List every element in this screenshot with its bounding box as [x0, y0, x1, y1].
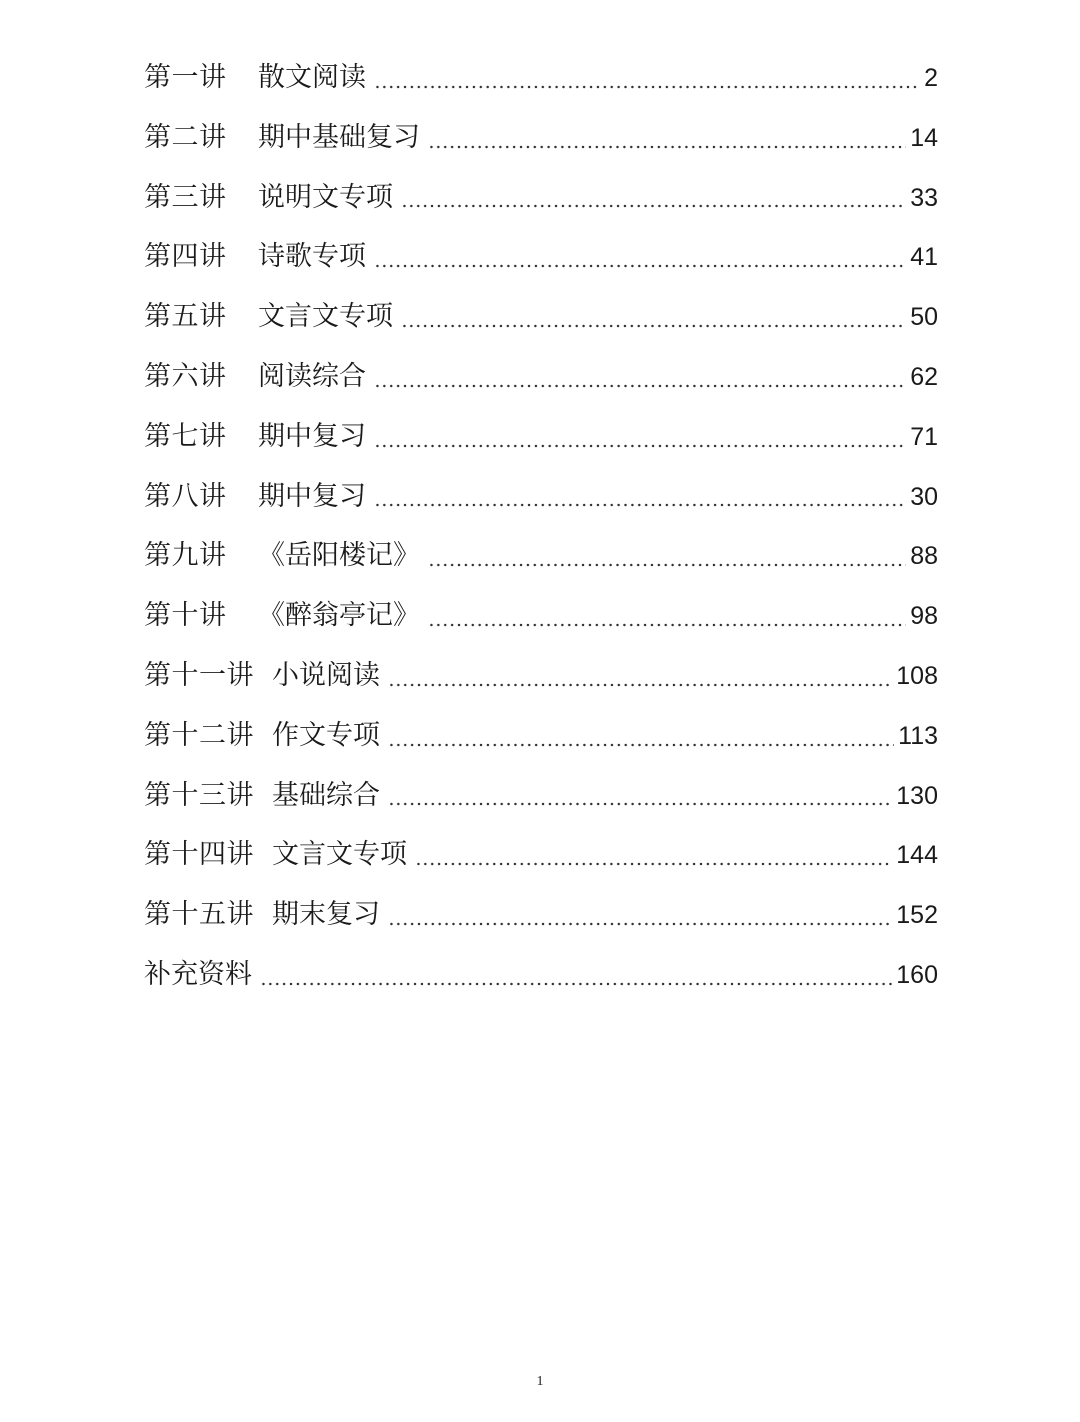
- dot-leader: [401, 324, 906, 328]
- page-number: 50: [910, 303, 938, 332]
- lecture-number: 第三讲: [144, 181, 227, 213]
- dot-leader: [388, 683, 892, 687]
- lecture-number: 第十二讲: [144, 719, 254, 751]
- page-number: 62: [910, 362, 938, 391]
- page-number: 71: [910, 422, 938, 451]
- toc-entry[interactable]: [144, 766, 938, 826]
- lecture-number: 第七讲: [144, 420, 227, 452]
- lecture-number: 第十讲: [144, 600, 227, 632]
- dot-leader: [388, 922, 892, 926]
- dot-leader: [428, 563, 906, 567]
- lecture-title: 期中复习: [258, 420, 366, 452]
- page-number: 14: [910, 123, 938, 152]
- toc-entry[interactable]: [144, 407, 938, 467]
- lecture-title: 《醉翁亭记》: [258, 600, 420, 632]
- lecture-title: 期中复习: [258, 480, 366, 512]
- toc-entry[interactable]: [144, 48, 938, 108]
- page-number: 152: [896, 901, 938, 930]
- page-number: 144: [896, 841, 938, 870]
- lecture-number: 第二讲: [144, 121, 227, 153]
- page-number: 108: [896, 661, 938, 690]
- lecture-number: 第十一讲: [144, 659, 254, 691]
- toc-entry[interactable]: [144, 467, 938, 527]
- toc-entry[interactable]: [144, 885, 938, 945]
- page-number: 113: [898, 721, 938, 750]
- lecture-number: 第一讲: [144, 62, 227, 93]
- lecture-title: 文言文专项: [258, 301, 393, 333]
- lecture-title: 基础综合: [272, 779, 380, 811]
- dot-leader: [374, 264, 906, 268]
- toc-entry[interactable]: [144, 526, 938, 586]
- lecture-title: 文言文专项: [272, 839, 407, 871]
- dot-leader: [388, 802, 892, 806]
- lecture-title: 散文阅读: [258, 62, 366, 93]
- dot-leader: [374, 384, 906, 388]
- lecture-title: 期中基础复习: [258, 121, 420, 153]
- toc-entry[interactable]: [144, 347, 938, 407]
- toc-entry[interactable]: [144, 168, 938, 228]
- table-of-contents: [144, 48, 938, 1005]
- toc-entry[interactable]: [144, 646, 938, 706]
- page-number: 88: [910, 542, 938, 571]
- dot-leader: [374, 85, 920, 89]
- lecture-title: 阅读综合: [258, 360, 366, 392]
- page-number: 98: [910, 602, 938, 631]
- dot-leader: [388, 743, 894, 747]
- page-number: 2: [924, 64, 938, 92]
- footer-page-number: 1: [536, 1374, 544, 1389]
- toc-entry[interactable]: [144, 945, 938, 1005]
- lecture-number: 第十三讲: [144, 779, 254, 811]
- lecture-title: 补充资料: [144, 958, 252, 990]
- lecture-number: 第六讲: [144, 360, 227, 392]
- lecture-number: 第九讲: [144, 540, 227, 572]
- dot-leader: [260, 982, 892, 986]
- lecture-title: 期末复习: [272, 899, 380, 931]
- lecture-number: 第八讲: [144, 480, 227, 512]
- dot-leader: [428, 145, 906, 149]
- lecture-title: 诗歌专项: [258, 241, 366, 273]
- toc-entry[interactable]: [144, 586, 938, 646]
- toc-entry[interactable]: [144, 108, 938, 168]
- lecture-title: 《岳阳楼记》: [258, 540, 420, 572]
- toc-entry[interactable]: [144, 825, 938, 885]
- dot-leader: [374, 444, 906, 448]
- page-number: 41: [910, 243, 938, 272]
- page-number: 30: [910, 482, 938, 511]
- lecture-title: 作文专项: [272, 719, 380, 751]
- toc-entry[interactable]: [144, 227, 938, 287]
- page-number: 130: [896, 781, 938, 810]
- dot-leader: [401, 204, 906, 208]
- page-number: 33: [910, 183, 938, 212]
- page-number: 160: [896, 960, 938, 989]
- toc-entry[interactable]: [144, 287, 938, 347]
- dot-leader: [374, 503, 906, 507]
- lecture-title: 说明文专项: [258, 181, 393, 213]
- dot-leader: [415, 862, 892, 866]
- lecture-number: 第四讲: [144, 241, 227, 273]
- lecture-number: 第十五讲: [144, 899, 254, 931]
- dot-leader: [428, 623, 906, 627]
- lecture-title: 小说阅读: [272, 659, 380, 691]
- lecture-number: 第十四讲: [144, 839, 254, 871]
- toc-entry[interactable]: [144, 706, 938, 766]
- lecture-number: 第五讲: [144, 301, 227, 333]
